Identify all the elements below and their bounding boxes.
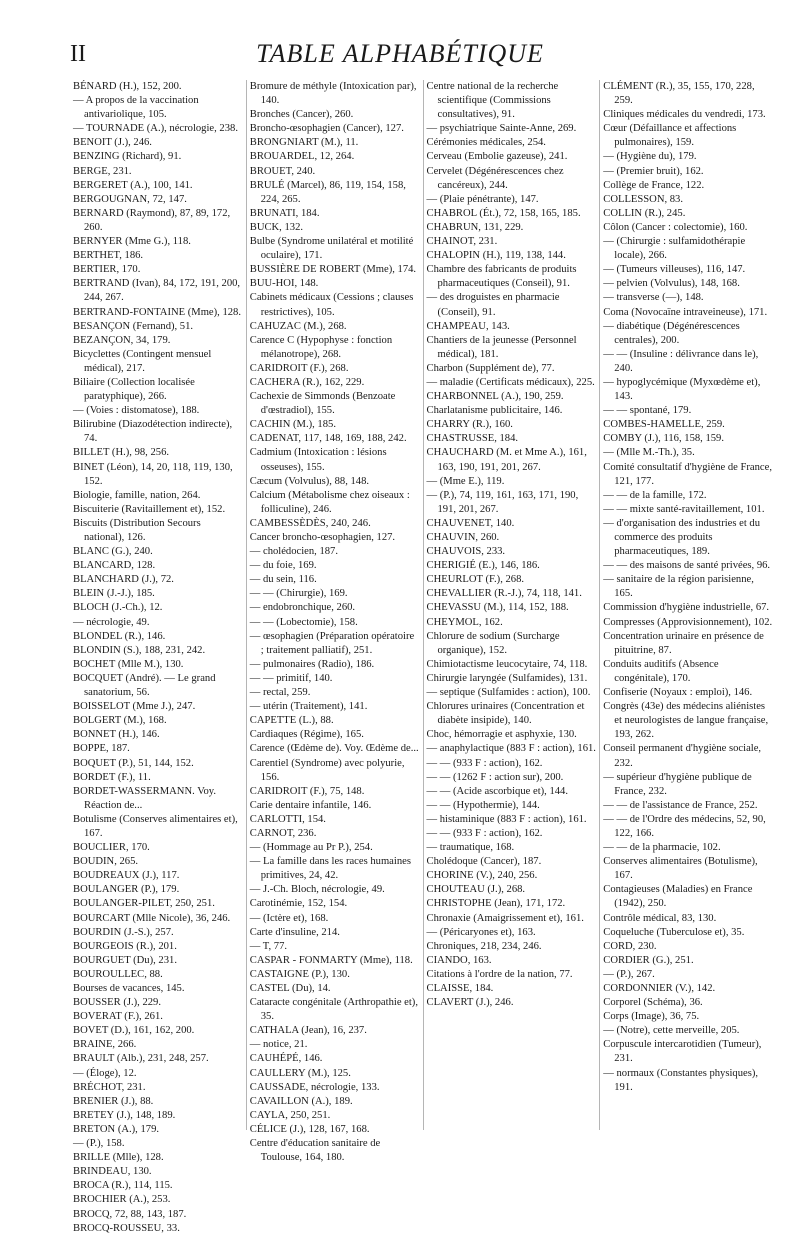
index-entry: CHOUTEAU (J.), 268. [426,884,526,896]
index-entry: BRÉCHOT, 231. [73,1081,146,1093]
index-entry: Cachexie de Simmonds (Benzoate d'œstradiol), 155. [249,391,396,417]
index-entry: CHEYMOL, 162. [426,616,503,628]
index-entry: — La famille dans les races humaines primitives, 24, 42. [249,856,411,882]
index-entry: BLANC (G.), 240. [73,546,153,558]
index-entry: Cancer broncho-œsophagien, 127. [249,532,396,543]
index-entry: BRENIER (J.), 88. [73,1095,154,1107]
index-entry: — (Péricaryones et), 163. [426,926,536,938]
index-entry: BLOCH (J.-Ch.), 12. [73,602,163,614]
index-entry: — (Voies : distomatose), 188. [73,405,200,417]
index-entry: — — (Lobectomie), 158. [249,616,358,628]
index-entry: Chirurgie laryngée (Sulfamides), 131. [426,672,588,684]
index-entry: Collège de France, 122. [603,179,705,191]
index-entry: — J.-Ch. Bloch, nécrologie, 49. [249,884,385,896]
index-entry: CHABROL (Ét.), 72, 158, 165, 185. [426,207,581,219]
index-entry: Citations à l'ordre de la nation, 77. [426,968,573,980]
index-entry: CHASTRUSSE, 184. [426,433,519,445]
index-entry: CÉLICE (J.), 128, 167, 168. [249,1123,370,1135]
index-entry: BOVET (D.), 161, 162, 200. [73,1025,195,1037]
index-entry: Biscuiterie (Ravitaillement et), 152. [73,503,226,515]
index-entry: BRUNATI, 184. [249,207,320,219]
index-entry: Coqueluche (Tuberculose et), 35. [603,926,745,938]
index-entry: BERGE, 231. [73,165,132,177]
index-entry: BENZING (Richard), 91. [73,151,182,163]
index-entry: BROUARDEL, 12, 264. [249,151,355,163]
index-entry: — notice, 21. [249,1039,308,1051]
index-entry: BERTIER, 170. [73,264,141,276]
index-entry: — normaux (Constantes physiques), 191. [603,1067,759,1093]
index-entry: Bourses de vacances, 145. [73,983,185,994]
index-entry: CIANDO, 163. [426,954,492,966]
index-entry: — — de la famille, 172. [603,489,707,501]
index-entry: BOURCART (Mlle Nicole), 36, 246. [73,912,231,924]
index-entry: CARIDROIT (F.), 268. [249,362,349,374]
index-entry: BRAULT (Alb.), 231, 248, 257. [73,1053,209,1065]
index-entry: CLAVERT (J.), 246. [426,997,514,1009]
index-entry: BROCQ-ROUSSEU, 33. [73,1222,180,1234]
index-entry: — maladie (Certificats médicaux), 225. [426,376,595,388]
index-entry: BOURGUET (Du), 231. [73,954,177,966]
index-entry: Charbon (Supplément de), 77. [426,362,555,374]
index-entry: BLANCARD, 128. [73,560,156,572]
index-entry: — pelvien (Volvulus), 148, 168. [603,278,740,290]
index-entry: — du foie, 169. [249,560,317,572]
index-entry: CARLOTTI, 154. [249,813,326,825]
index-entry: BLONDEL (R.), 146. [73,630,166,642]
index-entry: CATHALA (Jean), 16, 237. [249,1025,367,1037]
index-entry: BORDET (F.), 11. [73,771,151,783]
index-entry: Concentration urinaire en présence de pituitrine, 87. [603,630,764,656]
index-entry: — anaphylactique (883 F : action), 161. [426,743,596,755]
index-entry: — — (Acide ascorbique et), 144. [426,785,569,797]
index-entry: BUSSIÈRE DE ROBERT (Mme), 174. [249,264,417,276]
index-entry: — pulmonaires (Radio), 186. [249,658,375,670]
index-entry: Côlon (Cancer : colectomie), 160. [603,221,748,233]
index-entry: BONNET (H.), 146. [73,729,160,741]
index-entry: — (Éloge), 12. [73,1067,137,1079]
index-entry: — — (933 F : action), 162. [426,827,543,839]
index-entry: Cardiaques (Régime), 165. [249,729,364,741]
index-column-3 [423,80,600,1130]
index-entry: CHAUCHARD (M. et Mme A.), 161, 163, 190, 191, 201, 267. [426,447,587,473]
index-entry: BERTHET, 186. [73,250,144,262]
index-entry: Confiserie (Noyaux : emploi), 146. [603,687,753,699]
index-entry: Bilirubine (Diazodétection indirecte), 74. [73,419,233,445]
index-entry: BROCA (R.), 114, 115. [73,1180,173,1192]
index-entry: CHEURLOT (F.), 268. [426,574,525,586]
index-entry: Centre national de la recherche scientifique (Commissions consultatives), 91. [426,81,559,121]
index-column-1 [70,80,246,1234]
index-entry: — (Tumeurs villeuses), 116, 147. [603,264,746,276]
index-entry: — (P.), 74, 119, 161, 163, 171, 190, 191, 201, 267. [426,489,579,515]
index-entry: CHARRY (R.), 160. [426,419,513,431]
index-entry: BERGOUGNAN, 72, 147. [73,193,187,205]
index-entry: BRETEY (J.), 148, 189. [73,1109,176,1121]
index-entry: CAUHÉPÉ, 146. [249,1053,323,1065]
index-entry: Chlorure de sodium (Surcharge organique), 152. [426,630,560,656]
index-entry: BOCQUET (André). — Le grand sanatorium, 56. [73,672,216,699]
index-entry: — (Mlle M.-Th.), 35. [603,447,695,459]
index-entry: BOQUET (P.), 51, 144, 152. [73,757,194,769]
index-entry: — — des maisons de santé privées, 96. [603,560,771,572]
index-entry: Carentiel (Syndrome) avec polyurie, 156. [249,757,405,783]
index-entry: BRULÉ (Marcel), 86, 119, 154, 158, 224, 265. [249,179,406,205]
index-entry: BUCK, 132. [249,221,304,233]
index-entry: Commission d'hygiène industrielle, 67. [603,602,770,614]
index-entry: BOPPE, 187. [73,743,130,755]
index-entry: — psychiatrique Sainte-Anne, 269. [426,123,577,135]
index-entry: Cæcum (Volvulus), 88, 148. [249,475,370,487]
index-columns [70,80,776,1234]
index-entry: BOUDREAUX (J.), 117. [73,870,180,882]
index-entry: Broncho-œsophagien (Cancer), 127. [249,123,404,135]
index-entry: — — (Hypothermie), 144. [426,799,540,811]
index-entry: Cliniques médicales du vendredi, 173. [603,109,766,121]
index-entry: Conduits auditifs (Absence congénitale), 170. [603,658,719,684]
index-entry: — — de la pharmacie, 102. [603,842,721,854]
index-column-4 [599,80,776,1130]
index-entry: CHAUVOIS, 233. [426,546,506,558]
index-entry: CHARBONNEL (A.), 190, 259. [426,391,564,403]
index-entry: BOISSELOT (Mme J.), 247. [73,701,196,713]
index-entry: Charlatanisme publicitaire, 146. [426,405,563,417]
page-title: TABLE ALPHABÉTIQUE [256,39,544,68]
index-entry: Compresses (Approvisionnement), 102. [603,616,773,628]
index-entry: — — spontané, 179. [603,405,692,417]
index-entry: CASTAIGNE (P.), 130. [249,968,350,980]
index-entry: — histaminique (883 F : action), 161. [426,813,587,825]
index-entry: Choc, hémorragie et asphyxie, 130. [426,729,577,741]
index-entry: BOUDIN, 265. [73,856,139,868]
index-entry: Corporel (Schéma), 36. [603,997,703,1009]
index-entry: — sanitaire de la région parisienne, 165. [603,574,754,600]
index-entry: BERNYER (Mme G.), 118. [73,236,191,248]
index-entry: Contagieuses (Maladies) en France (1942), 250. [603,884,753,910]
index-entry: Chantiers de la jeunesse (Personnel médical), 181. [426,334,577,360]
index-entry: CORDIER (G.), 251. [603,954,694,966]
index-entry: CHAUVENET, 140. [426,517,515,529]
index-entry: BLEIN (J.-J.), 185. [73,588,155,600]
index-entry: COMBY (J.), 116, 158, 159. [603,433,725,445]
index-entry: BOUCLIER, 170. [73,842,150,854]
index-entry: BLANCHARD (J.), 72. [73,574,174,586]
index-entry: Cholédoque (Cancer), 187. [426,856,542,868]
index-entry: CAMBESSÈDÈS, 240, 246. [249,517,371,529]
index-entry: Conserves alimentaires (Botulisme), 167. [603,856,758,882]
index-entry: CAHUZAC (M.), 268. [249,320,347,332]
index-entry: Chroniques, 218, 234, 246. [426,940,542,952]
page-number: II [70,41,86,67]
index-entry: BOUROULLEC, 88. [73,968,163,980]
index-entry: — (P.), 267. [603,968,655,980]
index-entry: — nécrologie, 49. [73,616,150,628]
index-column-2 [246,80,423,1164]
index-entry: BOUSSER (J.), 229. [73,997,161,1009]
index-entry: BERTRAND-FONTAINE (Mme), 128. [73,306,241,318]
index-entry: BRONGNIART (M.), 11. [249,137,359,149]
index-entry: — endobronchique, 260. [249,602,356,614]
index-entry: BEZANÇON, 34, 179. [73,334,171,346]
index-entry: Cadmium (Intoxication : lésions osseuses), 155. [249,447,387,473]
index-entry: BILLET (H.), 98, 256. [73,447,170,459]
index-entry: BÉNARD (H.), 152, 200. [73,81,182,92]
index-entry: CHABRUN, 131, 229. [426,221,524,233]
index-entry: — A propos de la vaccination antivariolique, 105. [73,95,199,121]
index-entry: CHAUVIN, 260. [426,532,500,543]
index-entry: BESANÇON (Fernand), 51. [73,320,194,332]
index-entry: — diabétique (Dégénérescences centrales), 200. [603,320,740,346]
index-entry: Corpuscule intercarotidien (Tumeur), 231. [603,1039,762,1065]
index-entry: BRAINE, 266. [73,1039,137,1051]
index-entry: BERGERET (A.), 100, 141. [73,179,193,191]
index-entry: Carence (Œdème de). Voy. Œdème de... [249,743,419,755]
index-entry: BRILLE (Mlle), 128. [73,1152,164,1164]
index-entry: CHRISTOPHE (Jean), 171, 172. [426,898,566,910]
index-entry: BOCHET (Mlle M.), 130. [73,658,184,670]
index-entry: — — (Insuline : délivrance dans le), 240. [603,348,759,374]
index-entry: Bicyclettes (Contingent mensuel médical), 217. [73,348,212,374]
index-entry: — (Hommage au Pr P.), 254. [249,842,373,854]
index-entry: BERTRAND (Ivan), 84, 172, 191, 200, 244, 267. [73,278,241,304]
index-entry: — supérieur d'hygiène publique de France, 232. [603,771,752,797]
index-entry: — utérin (Traitement), 141. [249,701,368,713]
index-entry: — cholédocien, 187. [249,546,339,558]
index-entry: BROCQ, 72, 88, 143, 187. [73,1208,187,1220]
index-entry: CHORINE (V.), 240, 256. [426,870,538,882]
index-entry: Carotinémie, 152, 154. [249,898,348,910]
index-entry: Comité consultatif d'hygiène de France, 121, 177. [603,461,772,487]
index-entry: Chambre des fabricants de produits pharmaceutiques (Conseil), 91. [426,264,577,290]
index-entry: CACHIN (M.), 185. [249,419,336,431]
index-entry: COMBES-HAMELLE, 259. [603,419,725,431]
index-entry: BOVERAT (F.), 261. [73,1011,163,1023]
index-entry: BOLGERT (M.), 168. [73,715,167,727]
index-entry: CADENAT, 117, 148, 169, 188, 242. [249,433,407,445]
index-entry: — TOURNADE (A.), nécrologie, 238. [73,123,238,135]
index-entry: BENOIT (J.), 246. [73,137,152,149]
index-entry: Cerveau (Embolie gazeuse), 241. [426,151,568,163]
index-entry: CACHERA (R.), 162, 229. [249,376,365,388]
index-entry: — (Notre), cette merveille, 205. [603,1025,740,1037]
index-entry: BROUET, 240. [249,165,316,177]
index-entry: Contrôle médical, 83, 130. [603,912,717,924]
index-entry: Cervelet (Dégénérescences chez cancéreux), 244. [426,165,564,191]
index-entry: Carte d'insuline, 214. [249,926,340,938]
index-entry: — — (933 F : action), 162. [426,757,543,769]
index-entry: Conseil permanent d'hygiène sociale, 232. [603,743,762,769]
index-entry: Congrès (43e) des médecins aliénistes et neurologistes de langue française, 193, 262. [603,701,769,741]
index-entry: CLÉMENT (R.), 35, 155, 170, 228, 259. [603,81,755,107]
index-entry: Biscuits (Distribution Secours national), 126. [73,517,201,543]
index-entry: CARIDROIT (F.), 75, 148. [249,785,365,797]
index-entry: COLLIN (R.), 245. [603,207,686,219]
index-entry: Corps (Image), 36, 75. [603,1011,700,1023]
index-entry: — d'organisation des industries et du commerce des produits pharmaceutiques, 189. [603,517,761,558]
index-entry: CHERIGIÉ (E.), 146, 186. [426,560,540,572]
index-entry: BLONDIN (S.), 188, 231, 242. [73,644,206,656]
index-entry: BINET (Léon), 14, 20, 118, 119, 130, 152. [73,461,233,487]
index-entry: Botulisme (Conserves alimentaires et), 167. [73,813,238,839]
index-entry: Cataracte congénitale (Arthropathie et), 35. [249,997,418,1023]
index-entry: Carence C (Hypophyse : fonction mélanotrope), 268. [249,334,393,360]
index-entry: — œsophagien (Préparation opératoire ; traitement palliatif), 251. [249,630,415,656]
index-entry: Chimiotactisme leucocytaire, 74, 118. [426,658,588,670]
index-entry: BROCHIER (A.), 253. [73,1194,171,1206]
index-entry: — — de l'Ordre des médecins, 52, 90, 122, 166. [603,813,766,839]
index-entry: — — de l'assistance de France, 252. [603,799,758,811]
index-entry: — (Hygiène du), 179. [603,151,697,163]
index-entry: Biologie, famille, nation, 264. [73,489,201,501]
index-entry: Coma (Novocaïne intraveineuse), 171. [603,306,768,318]
index-entry: Cœur (Défaillance et affections pulmonaires), 159. [603,123,737,149]
index-entry: CHEVASSU (M.), 114, 152, 188. [426,602,569,614]
index-entry: — transverse (—), 148. [603,292,704,304]
index-entry: CAUSSADE, nécrologie, 133. [249,1081,380,1093]
index-entry: Bronches (Cancer), 260. [249,109,354,121]
index-entry: CARNOT, 236. [249,827,317,839]
index-entry: — — (Chirurgie), 169. [249,588,348,600]
index-entry: Carie dentaire infantile, 146. [249,799,372,811]
index-entry: CASPAR - FONMARTY (Mme), 118. [249,954,413,966]
index-entry: BORDET-WASSERMANN. Voy. Réaction de... [73,785,217,811]
index-entry: CAULLERY (M.), 125. [249,1067,351,1079]
index-entry: Chlorures urinaires (Concentration et diabète insipide), 140. [426,701,585,727]
index-entry: BOURDIN (J.-S.), 257. [73,926,174,938]
index-entry: COLLESSON, 83. [603,193,684,205]
index-entry: — rectal, 259. [249,687,311,699]
index-entry: CAVAILLON (A.), 189. [249,1095,353,1107]
index-entry: BOURGEOIS (R.), 201. [73,940,177,952]
index-entry: — (Premier bruit), 162. [603,165,704,177]
index-entry: BOULANGER (P.), 179. [73,884,180,896]
index-entry: Cérémonies médicales, 254. [426,137,546,149]
index-entry: BRETON (A.), 179. [73,1123,160,1135]
index-entry: — (Plaie pénétrante), 147. [426,193,539,205]
index-entry: Bromure de méthyle (Intoxication par), 140. [249,81,417,107]
index-entry: — (P.), 158. [73,1138,125,1150]
index-entry: — du sein, 116. [249,574,317,586]
index-entry: — — primitif, 140. [249,672,333,684]
index-entry: Chronaxie (Amaigrissement et), 161. [426,912,584,924]
index-entry: Biliaire (Collection localisée paratyphique), 266. [73,376,195,403]
index-entry: CHAINOT, 231. [426,236,498,248]
index-entry: — (Ictère et), 168. [249,912,329,924]
index-entry: Centre d'éducation sanitaire de Toulouse, 164, 180. [249,1138,381,1164]
index-entry: CLAISSE, 184. [426,983,494,994]
index-entry: — T, 77. [249,940,288,952]
index-entry: BUU-HOI, 148. [249,278,319,290]
index-entry: — hypoglycémique (Myxœdème et), 143. [603,376,761,403]
index-entry: — (Chirurgie : sulfamidothérapie locale), 266. [603,236,746,262]
index-entry: — des droguistes en pharmacie (Conseil), 91. [426,292,560,318]
index-entry: BRINDEAU, 130. [73,1166,152,1178]
index-entry: Cabinets médicaux (Cessions ; clauses restrictives), 105. [249,292,414,318]
index-entry: CORDONNIER (V.), 142. [603,983,716,994]
index-entry: CHAMPEAU, 143. [426,320,510,332]
index-entry: CAPETTE (L.), 88. [249,715,334,727]
index-entry: — traumatique, 168. [426,842,515,854]
index-entry: Calcium (Métabolisme chez oiseaux : folliculine), 246. [249,489,410,515]
index-entry: Bulbe (Syndrome unilatéral et motilité oculaire), 171. [249,236,414,262]
index-entry: CHEVALLIER (R.-J.), 74, 118, 141. [426,588,582,600]
index-entry: CORD, 230. [603,940,657,952]
index-entry: — (Mme E.), 119. [426,475,505,487]
index-entry: CHALOPIN (H.), 119, 138, 144. [426,250,566,262]
index-entry: — — mixte santé-ravitaillement, 101. [603,503,765,515]
index-entry: — — (1262 F : action sur), 200. [426,771,564,783]
index-entry: BERNARD (Raymond), 87, 89, 172, 260. [73,207,231,233]
index-entry: — septique (Sulfamides : action), 100. [426,687,591,699]
index-entry: BOULANGER-PILET, 250, 251. [73,898,215,910]
index-entry: CASTEL (Du), 14. [249,983,331,994]
index-entry: CAYLA, 250, 251. [249,1109,331,1121]
